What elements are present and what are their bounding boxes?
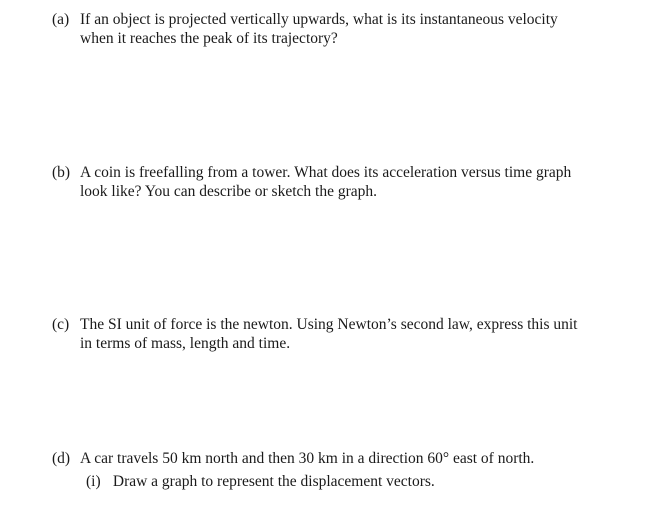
question-c-label: (c) [52, 316, 70, 333]
question-b-label: (b) [52, 164, 71, 181]
question-a-label: (a) [52, 11, 70, 28]
question-d-label: (d) [52, 450, 71, 467]
question-d-text-line1: A car travels 50 km north and then 30 km in a direction 60° east of north. [80, 450, 535, 467]
question-b [52, 163, 632, 201]
question-c-text-line2: in terms of mass, length and time. [80, 335, 291, 352]
question-d-subpart-i-label: (i) [86, 473, 101, 490]
question-a-text-line2: when it reaches the peak of its trajectory? [80, 30, 338, 47]
question-c-text-line1: The SI unit of force is the newton. Using Newton’s second law, express this unit [80, 316, 578, 333]
question-b-text-line1: A coin is freefalling from a tower. What does its acceleration versus time graph [80, 164, 572, 181]
question-c [52, 315, 632, 353]
question-a [52, 10, 632, 48]
question-a-text-line1: If an object is projected vertically upwards, what is its instantaneous velocity [80, 11, 558, 28]
question-b-text-line2: look like? You can describe or sketch the graph. [80, 183, 378, 200]
question-d [52, 449, 632, 468]
question-d-subpart-i-text: Draw a graph to represent the displacement vectors. [112, 473, 435, 490]
question-d-subpart-i [86, 472, 435, 491]
